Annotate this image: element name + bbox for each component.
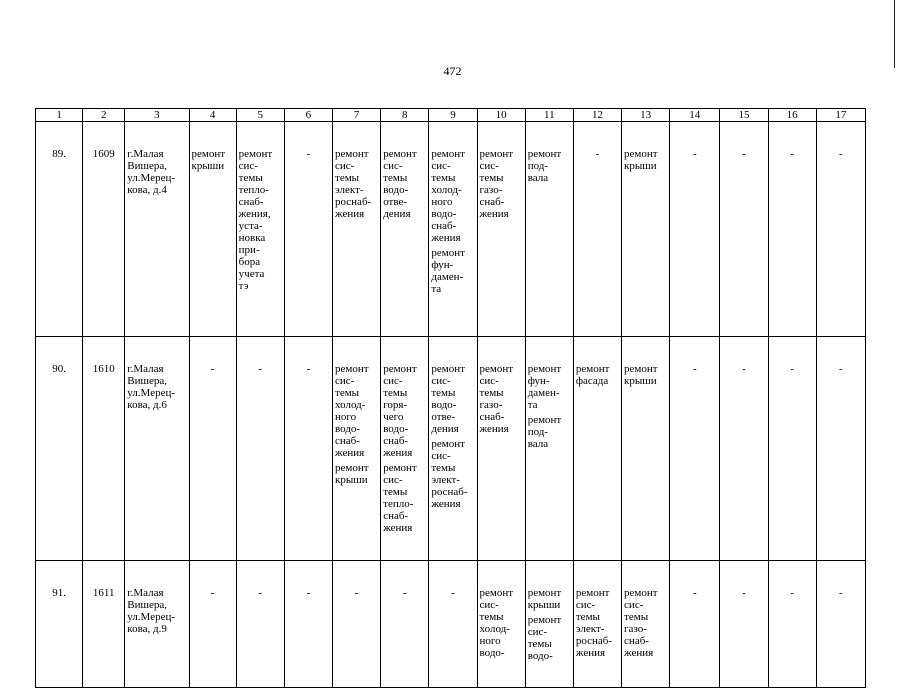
work-cell-col-13 [622,122,670,337]
work-cell-col-9 [429,122,477,337]
object-code-cell: 1610 [83,337,125,561]
work-cell-col-16: - [768,561,816,688]
table-row [36,337,866,561]
address-line: г.Малая [127,587,164,599]
work-cell-col-11 [525,337,573,561]
work-cell-col-12 [573,561,621,688]
work-entry: ремонт сис- темы газо- снаб- жения [479,148,514,220]
work-entry: ремонт сис- темы элект- роснаб- жения [431,438,468,510]
row-number-cell: 90. [36,337,83,561]
address-line: Вишера, [127,375,168,387]
work-cell-col-16: - [768,122,816,337]
address-line: Вишера, [127,160,168,172]
work-entry: ремонт сис- темы водо- [527,614,562,662]
work-cell-col-6: - [284,337,332,561]
column-header: 6 [284,109,332,122]
row-number-cell: 91. [36,561,83,688]
column-header: 2 [83,109,125,122]
work-cell-col-14: - [670,561,720,688]
address-line: ул.Мерец- [127,611,176,623]
page-number: 472 [443,64,462,78]
work-cell-col-4 [189,122,236,337]
column-header: 9 [429,109,477,122]
column-header: 15 [720,109,768,122]
address-cell [125,561,189,688]
work-cell-col-15: - [720,337,768,561]
work-entry: ремонт сис- темы тепло- снаб- жения [383,462,417,534]
column-header: 13 [622,109,670,122]
work-entry: ремонт под- вала [527,414,562,450]
work-entry: ремонт крыши [527,587,562,611]
table-row [36,122,866,337]
work-entry: ремонт сис- темы водо- отве- дения [383,148,417,220]
header-row [36,109,866,122]
page-edge-line [894,0,895,68]
work-entry: ремонт сис- темы элект- роснаб- жения [575,587,613,659]
work-entry: ремонт сис- темы газо- снаб- жения [624,587,658,659]
row-number-cell: 89. [36,122,83,337]
work-cell-col-4: - [189,561,236,688]
object-code-cell: 1609 [83,122,125,337]
work-entry: ремонт фун- дамен- та [527,363,562,411]
work-cell-col-10 [477,337,525,561]
address-cell [125,337,189,561]
work-entry: ремонт сис- темы газо- снаб- жения [479,363,514,435]
work-cell-col-13 [622,561,670,688]
work-entry: ремонт сис- темы тепло- снаб- жения, уста- новка при- бора учета тэ [238,148,273,292]
address-line: кова, д.9 [127,623,167,635]
work-cell-col-9: - [429,561,477,688]
work-cell-col-6: - [284,122,332,337]
work-cell-col-8: - [381,561,429,688]
column-header: 17 [816,109,865,122]
work-cell-col-10 [477,122,525,337]
work-cell-col-5: - [236,337,284,561]
work-entry: ремонт крыши [624,148,658,172]
work-cell-col-12 [573,337,621,561]
work-cell-col-14: - [670,337,720,561]
work-cell-col-7 [333,337,381,561]
column-header: 4 [189,109,236,122]
work-cell-col-15: - [720,122,768,337]
work-cell-col-16: - [768,337,816,561]
column-header: 3 [125,109,189,122]
address-line: г.Малая [127,148,164,160]
column-header: 11 [525,109,573,122]
column-header: 16 [768,109,816,122]
work-cell-col-6: - [284,561,332,688]
work-cell-col-11 [525,561,573,688]
work-cell-col-14: - [670,122,720,337]
work-cell-col-8 [381,337,429,561]
column-header: 12 [573,109,621,122]
work-cell-col-11 [525,122,573,337]
work-entry: ремонт крыши [335,462,369,486]
work-cell-col-17: - [816,337,865,561]
work-cell-col-13 [622,337,670,561]
column-header: 5 [236,109,284,122]
work-entry: ремонт сис- темы холод- ного водо- [479,587,514,659]
work-cell-col-10 [477,561,525,688]
work-entry: ремонт сис- темы холод- ного водо- снаб- жения [431,148,465,244]
address-line: г.Малая [127,363,164,375]
column-header: 8 [381,109,429,122]
address-line: ул.Мерец- [127,172,176,184]
work-cell-col-17: - [816,561,865,688]
work-cell-col-7 [333,122,381,337]
address-line: ул.Мерец- [127,387,176,399]
work-entry: ремонт крыши [624,363,658,387]
address-line: кова, д.6 [127,399,167,411]
work-cell-col-17: - [816,122,865,337]
address-cell [125,122,189,337]
column-header: 10 [477,109,525,122]
work-cell-col-9 [429,337,477,561]
work-entry: ремонт сис- темы элект- роснаб- жения [335,148,372,220]
work-cell-col-5: - [236,561,284,688]
work-entry: ремонт фасада [575,363,610,387]
work-entry: ремонт сис- темы горя- чего водо- снаб- жения [383,363,417,459]
address-line: Вишера, [127,599,168,611]
object-code-cell: 1611 [83,561,125,688]
column-header: 14 [670,109,720,122]
work-cell-col-4: - [189,337,236,561]
works-table [35,108,866,688]
work-entry: ремонт сис- темы водо- отве- дения [431,363,465,435]
work-cell-col-15: - [720,561,768,688]
column-header: 1 [36,109,83,122]
work-cell-col-7: - [333,561,381,688]
column-header: 7 [333,109,381,122]
address-line: кова, д.4 [127,184,167,196]
work-entry: ремонт сис- темы холод- ного водо- снаб- жения [335,363,369,459]
work-cell-col-8 [381,122,429,337]
work-entry: ремонт под- вала [527,148,562,184]
work-entry: ремонт фун- дамен- та [431,247,465,295]
work-cell-col-12: - [573,122,621,337]
work-cell-col-5 [236,122,284,337]
work-entry: ремонт крыши [191,148,226,172]
table-row [36,561,866,688]
